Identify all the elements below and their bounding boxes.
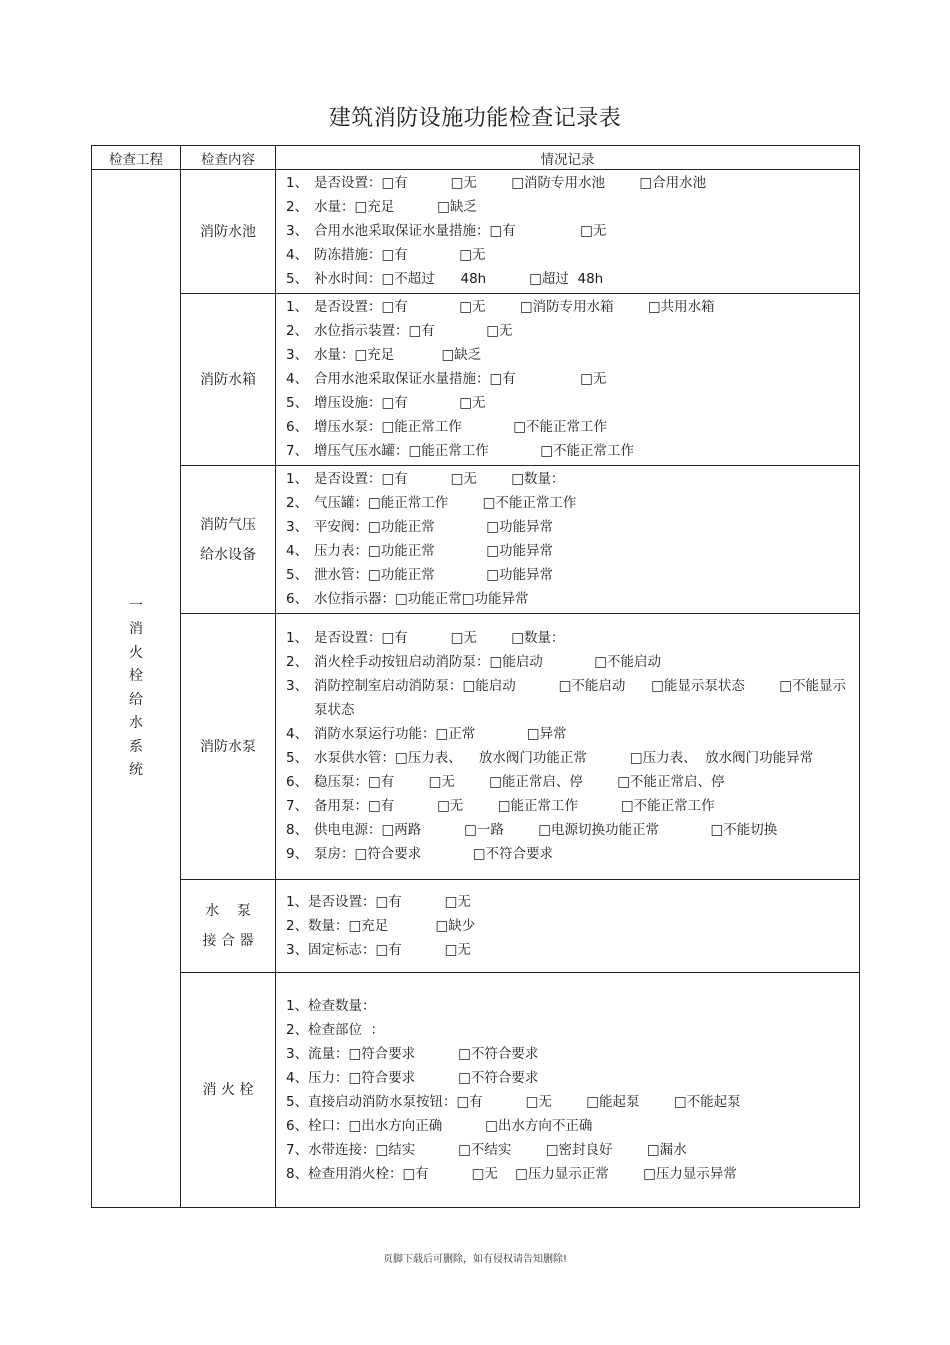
- section-name-line: 水 泵: [205, 903, 251, 919]
- table-row: [92, 973, 860, 1208]
- section-record-cell: [276, 466, 860, 614]
- item-number: 8、: [286, 1165, 309, 1182]
- section-name-line: 消防气压: [200, 516, 256, 533]
- item-number: 6、: [286, 774, 309, 790]
- item-number: 1、: [286, 893, 309, 910]
- list-item: [286, 1066, 859, 1090]
- list-item: [286, 650, 859, 674]
- page-title: 建筑消防设施功能检查记录表: [328, 106, 622, 131]
- item-text: 平安阀：□功能正常 □功能异常: [314, 519, 554, 535]
- item-number: 4、: [286, 247, 309, 263]
- table-header-row: [92, 146, 860, 170]
- section-record-cell: [276, 170, 860, 294]
- list-item: [286, 539, 859, 563]
- item-number: 2、: [286, 495, 309, 511]
- list-item: [286, 491, 859, 515]
- item-text: 消防水泵运行功能：□正常 □异常: [314, 726, 567, 742]
- item-number: 6、: [286, 419, 309, 435]
- section-name-line: 接 合 器: [202, 933, 254, 949]
- table-row: [92, 294, 860, 466]
- item-text: 水量：□充足 □缺乏: [314, 199, 477, 215]
- section-name: 消防水池: [200, 223, 256, 240]
- item-text: 增压设施：□有 □无: [314, 395, 486, 411]
- item-text: 水位指示器：□功能正常□功能异常: [314, 591, 529, 607]
- item-text: 检查数量：: [308, 997, 376, 1014]
- item-number: 3、: [286, 519, 309, 535]
- list-item: [286, 267, 859, 291]
- list-item: [286, 770, 859, 794]
- item-number: 3、: [286, 678, 309, 694]
- list-item: [286, 295, 859, 319]
- item-number: 7、: [286, 443, 309, 459]
- section-name: 消 火 栓: [202, 1082, 254, 1098]
- item-number: 2、: [286, 1021, 309, 1038]
- item-text: 稳压泵：□有 □无 □能正常启、停 □不能正常启、停: [314, 774, 725, 790]
- section-record-cell: [276, 294, 860, 466]
- item-number: 7、: [286, 1141, 309, 1158]
- item-text: 是否设置：□有 □无: [308, 893, 471, 910]
- item-text: 是否设置：□有 □无 □数量：: [314, 630, 565, 646]
- list-item: [286, 626, 859, 650]
- system-label: 一消火栓给水系统: [129, 597, 143, 778]
- item-number: 5、: [286, 1093, 309, 1110]
- item-text: 备用泵：□有 □无 □能正常工作 □不能正常工作: [314, 798, 715, 814]
- item-text: 压力：□符合要求 □不符合要求: [308, 1069, 539, 1086]
- header-record: 情况记录: [276, 146, 860, 170]
- section-name: 消防水泵: [200, 738, 256, 755]
- list-item: [286, 994, 859, 1018]
- item-number: 1、: [286, 175, 309, 191]
- list-item: [286, 467, 859, 491]
- item-text: 数量：□充足 □缺少: [308, 917, 476, 934]
- item-number: 4、: [286, 371, 309, 387]
- list-item: [286, 1090, 859, 1114]
- list-item: [286, 794, 859, 818]
- item-number: 2、: [286, 654, 309, 670]
- list-item: [286, 818, 859, 842]
- list-item: [286, 842, 859, 866]
- inspection-table: [91, 145, 860, 1208]
- section-record-cell: [276, 614, 860, 880]
- item-text: 是否设置：□有 □无 □消防专用水箱 □共用水箱: [314, 299, 715, 315]
- record-list: [276, 170, 859, 293]
- item-text: 水带连接：□结实 □不结实 □密封良好 □漏水: [308, 1141, 687, 1158]
- list-item: [286, 367, 859, 391]
- item-text: 泄水管：□功能正常 □功能异常: [314, 567, 554, 583]
- table-row: [92, 614, 860, 880]
- section-name-line: 给水设备: [200, 546, 256, 563]
- item-number: 7、: [286, 798, 309, 814]
- item-text: 增压气压水罐：□能正常工作 □不能正常工作: [314, 443, 635, 459]
- item-text: 水泵供水管：□压力表、 放水阀门功能正常 □压力表、 放水阀门功能异常: [314, 750, 814, 766]
- section-name: 消防水箱: [200, 371, 256, 388]
- record-list: [276, 889, 859, 964]
- table-row: [92, 170, 860, 294]
- item-number: 4、: [286, 1069, 309, 1086]
- item-text: 补水时间：□不超过 48h □超过 48h: [314, 271, 604, 287]
- item-text: 泵房：□符合要求 □不符合要求: [314, 846, 554, 862]
- item-text: 是否设置：□有 □无 □数量：: [314, 471, 565, 487]
- item-number: 5、: [286, 750, 309, 766]
- item-text: 增压水泵：□能正常工作 □不能正常工作: [314, 419, 608, 435]
- item-text: 气压罐：□能正常工作 □不能正常工作: [314, 495, 577, 511]
- item-number: 1、: [286, 630, 309, 646]
- list-item: [286, 890, 859, 914]
- section-name-cell: [181, 614, 276, 880]
- item-text: 固定标志：□有 □无: [308, 941, 471, 958]
- item-number: 4、: [286, 726, 309, 742]
- list-item: [286, 1162, 859, 1186]
- item-text: 合用水池采取保证水量措施：□有 □无: [314, 371, 607, 387]
- item-number: 1、: [286, 997, 309, 1014]
- item-text: 合用水池采取保证水量措施：□有 □无: [314, 223, 607, 239]
- item-number: 8、: [286, 822, 309, 838]
- list-item: [286, 1042, 859, 1066]
- item-number: 6、: [286, 1117, 309, 1134]
- list-item: [286, 1114, 859, 1138]
- item-text: 供电电源：□两路 □一路 □电源切换功能正常 □不能切换: [314, 822, 778, 838]
- table-row: [92, 880, 860, 973]
- item-number: 3、: [286, 347, 309, 363]
- list-item: [286, 319, 859, 343]
- section-name-cell: [181, 170, 276, 294]
- record-list: [276, 625, 859, 868]
- section-record-cell: [276, 880, 860, 973]
- item-number: 3、: [286, 223, 309, 239]
- list-item: [286, 587, 859, 611]
- item-text: 检查用消火栓：□有 □无 □压力显示正常 □压力显示异常: [308, 1165, 737, 1182]
- list-item: [286, 1138, 859, 1162]
- item-number: 1、: [286, 471, 309, 487]
- item-text: 检查部位 ：: [308, 1021, 385, 1038]
- list-item: [286, 343, 859, 367]
- item-text: 水量：□充足 □缺乏: [314, 347, 482, 363]
- list-item: [286, 1018, 859, 1042]
- list-item: [286, 563, 859, 587]
- list-item: [286, 722, 859, 746]
- header-inspection-project: 检查工程: [92, 146, 181, 170]
- system-cell: [92, 170, 181, 1208]
- list-item: [286, 439, 859, 463]
- record-list: [276, 993, 859, 1188]
- list-item: [286, 674, 859, 722]
- item-number: 3、: [286, 941, 309, 958]
- item-number: 1、: [286, 299, 309, 315]
- item-text: 水位指示装置：□有 □无: [314, 323, 513, 339]
- record-list: [276, 466, 859, 613]
- header-inspection-content: 检查内容: [181, 146, 276, 170]
- section-name-cell: [181, 973, 276, 1208]
- item-number: 2、: [286, 199, 309, 215]
- record-list: [276, 294, 859, 465]
- list-item: [286, 171, 859, 195]
- section-record-cell: [276, 973, 860, 1208]
- item-text: 流量：□符合要求 □不符合要求: [308, 1045, 539, 1062]
- list-item: [286, 515, 859, 539]
- item-text: 防冻措施：□有 □无: [314, 247, 486, 263]
- list-item: [286, 746, 859, 770]
- item-text: 消火栓手动按钮启动消防泵：□能启动 □不能启动: [314, 654, 662, 670]
- item-number: 5、: [286, 395, 309, 411]
- list-item: [286, 415, 859, 439]
- section-name-cell: [181, 466, 276, 614]
- item-number: 2、: [286, 323, 309, 339]
- list-item: [286, 391, 859, 415]
- item-text: 压力表：□功能正常 □功能异常: [314, 543, 554, 559]
- list-item: [286, 195, 859, 219]
- item-text: 栓口：□出水方向正确 □出水方向不正确: [308, 1117, 593, 1134]
- list-item: [286, 219, 859, 243]
- list-item: [286, 243, 859, 267]
- item-text: 消防控制室启动消防泵：□能启动 □不能启动 □能显示泵状态 □不能显示泵状态: [314, 678, 847, 718]
- item-number: 2、: [286, 917, 309, 934]
- item-text: 是否设置：□有 □无 □消防专用水池 □合用水池: [314, 175, 707, 191]
- section-name-cell: [181, 294, 276, 466]
- page-footer: 页脚下载后可删除，如有侵权请告知删除!: [382, 1254, 567, 1265]
- item-number: 4、: [286, 543, 309, 559]
- item-number: 6、: [286, 591, 309, 607]
- item-number: 3、: [286, 1045, 309, 1062]
- section-name-cell: [181, 880, 276, 973]
- list-item: [286, 914, 859, 938]
- item-number: 5、: [286, 271, 309, 287]
- list-item: [286, 938, 859, 962]
- item-text: 直接启动消防水泵按钮：□有 □无 □能起泵 □不能起泵: [308, 1093, 741, 1110]
- item-number: 5、: [286, 567, 309, 583]
- table-row: [92, 466, 860, 614]
- item-number: 9、: [286, 846, 309, 862]
